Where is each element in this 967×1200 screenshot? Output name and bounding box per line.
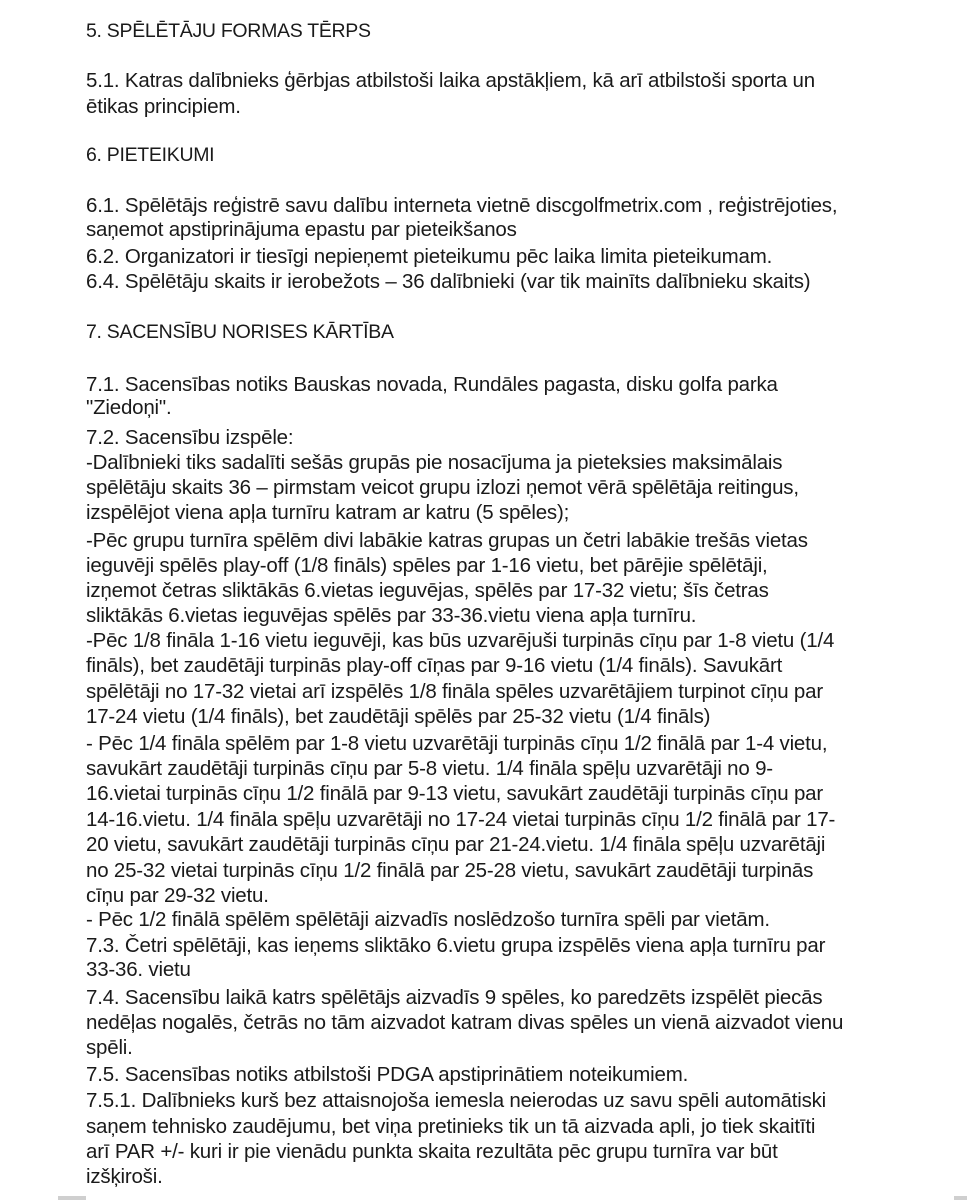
- paragraph-line: -Dalībnieki tiks sadalīti sešās grupās pie nosacījuma ja pieteksies maksimālais: [86, 451, 783, 474]
- page-edge-marker: [58, 1196, 86, 1200]
- section-heading: 7. SACENSĪBU NORISES KĀRTĪBA: [86, 321, 394, 343]
- paragraph-line: 5.1. Katras dalībnieks ģērbjas atbilstoši laika apstākļiem, kā arī atbilstoši sporta un: [86, 69, 815, 92]
- paragraph-line: 7.4. Sacensību laikā katrs spēlētājs aizvadīs 9 spēles, ko paredzēts izspēlēt piecās: [86, 986, 823, 1009]
- paragraph-line: arī PAR +/- kuri ir pie vienādu punkta skaita rezultāta pēc grupu turnīra var būt: [86, 1140, 778, 1163]
- paragraph-line: - Pēc 1/2 finālā spēlēm spēlētāji aizvadīs noslēdzošo turnīra spēli par vietām.: [86, 908, 770, 931]
- page-edge-marker: [954, 1196, 967, 1200]
- paragraph-line: 20 vietu, savukārt zaudētāji turpinās cīņu par 21-24.vietu. 1/4 fināla spēļu uzvarētāji: [86, 833, 826, 856]
- paragraph-line: saņemot apstiprinājuma epastu par pieteikšanos: [86, 218, 517, 241]
- paragraph-line: 7.5. Sacensības notiks atbilstoši PDGA apstiprinātiem noteikumiem.: [86, 1063, 689, 1086]
- paragraph-line: fināls), bet zaudētāji turpinās play-off cīņas par 9-16 vietu (1/4 fināls). Savukārt: [86, 654, 783, 677]
- paragraph-line: 6.2. Organizatori ir tiesīgi nepieņemt pieteikumu pēc laika limita pieteikumam.: [86, 245, 773, 268]
- paragraph-line: 17-24 vietu (1/4 fināls), bet zaudētāji spēlēs par 25-32 vietu (1/4 fināls): [86, 705, 711, 728]
- paragraph-line: spēlētāju skaits 36 – pirmstam veicot grupu izlozi ņemot vērā spēlētāja reitingus,: [86, 476, 799, 499]
- paragraph-line: saņem tehnisko zaudējumu, bet viņa pretinieks tik un tā aizvada apli, jo tiek skaitīti: [86, 1115, 816, 1138]
- paragraph-line: 6.1. Spēlētājs reģistrē savu dalību interneta vietnē discgolfmetrix.com , reģistrējoties,: [86, 194, 838, 217]
- paragraph-line: cīņu par 29-32 vietu.: [86, 884, 269, 907]
- paragraph-line: ieguvēji spēlēs play-off (1/8 fināls) spēles par 1-16 vietu, bet pārējie spēlētāji,: [86, 554, 768, 577]
- paragraph-line: sliktākās 6.vietas ieguvējas spēlēs par 33-36.vietu viena apļa turnīru.: [86, 604, 697, 627]
- paragraph-line: no 25-32 vietai turpinās cīņu 1/2 finālā par 25-28 vietu, savukārt zaudētāji turpinās: [86, 859, 814, 882]
- paragraph-line: 7.3. Četri spēlētāji, kas ieņems sliktāko 6.vietu grupa izspēlēs viena apļa turnīru par: [86, 934, 826, 957]
- paragraph-line: 7.2. Sacensību izspēle:: [86, 426, 294, 449]
- paragraph-line: savukārt zaudētāji turpinās cīņu par 5-8 vietu. 1/4 fināla spēļu uzvarētāji no 9-: [86, 757, 773, 780]
- paragraph-line: 33-36. vietu: [86, 958, 191, 981]
- paragraph-line: spēlētāji no 17-32 vietai arī izspēlēs 1/8 fināla spēles uzvarētājiem turpinot cīņu par: [86, 680, 823, 703]
- paragraph-line: - Pēc 1/4 fināla spēlēm par 1-8 vietu uzvarētāji turpinās cīņu 1/2 finālā par 1-4 vietu,: [86, 732, 828, 755]
- paragraph-line: -Pēc grupu turnīra spēlēm divi labākie katras grupas un četri labākie trešās vietas: [86, 529, 808, 552]
- paragraph-line: nedēļas nogalēs, četrās no tām aizvadot katram divas spēles un vienā aizvadot vienu: [86, 1011, 844, 1034]
- paragraph-line: izspēlējot viena apļa turnīru katram ar katru (5 spēles);: [86, 501, 570, 524]
- paragraph-line: ētikas principiem.: [86, 95, 241, 118]
- paragraph-line: "Ziedoņi".: [86, 396, 172, 419]
- paragraph-line: izšķiroši.: [86, 1165, 163, 1188]
- section-heading: 6. PIETEIKUMI: [86, 144, 215, 166]
- section-heading: 5. SPĒLĒTĀJU FORMAS TĒRPS: [86, 20, 371, 42]
- paragraph-line: 7.1. Sacensības notiks Bauskas novada, Rundāles pagasta, disku golfa parka: [86, 373, 778, 396]
- paragraph-line: 6.4. Spēlētāju skaits ir ierobežots – 36 dalībnieki (var tik mainīts dalībnieku skaits): [86, 270, 811, 293]
- paragraph-line: izņemot četras sliktākās 6.vietas ieguvējas, spēlēs par 17-32 vietu; šīs četras: [86, 579, 769, 602]
- paragraph-line: 7.5.1. Dalībnieks kurš bez attaisnojoša iemesla neierodas uz savu spēli automātiski: [86, 1089, 827, 1112]
- paragraph-line: 16.vietai turpinās cīņu 1/2 finālā par 9-13 vietu, savukārt zaudētāji turpinās cīņu par: [86, 782, 823, 805]
- paragraph-line: -Pēc 1/8 fināla 1-16 vietu ieguvēji, kas būs uzvarējuši turpinās cīņu par 1-8 vietu (1/4: [86, 629, 835, 652]
- paragraph-line: 14-16.vietu. 1/4 fināla spēļu uzvarētāji no 17-24 vietai turpinās cīņu 1/2 finālā par 17-: [86, 808, 836, 831]
- paragraph-line: spēli.: [86, 1036, 133, 1059]
